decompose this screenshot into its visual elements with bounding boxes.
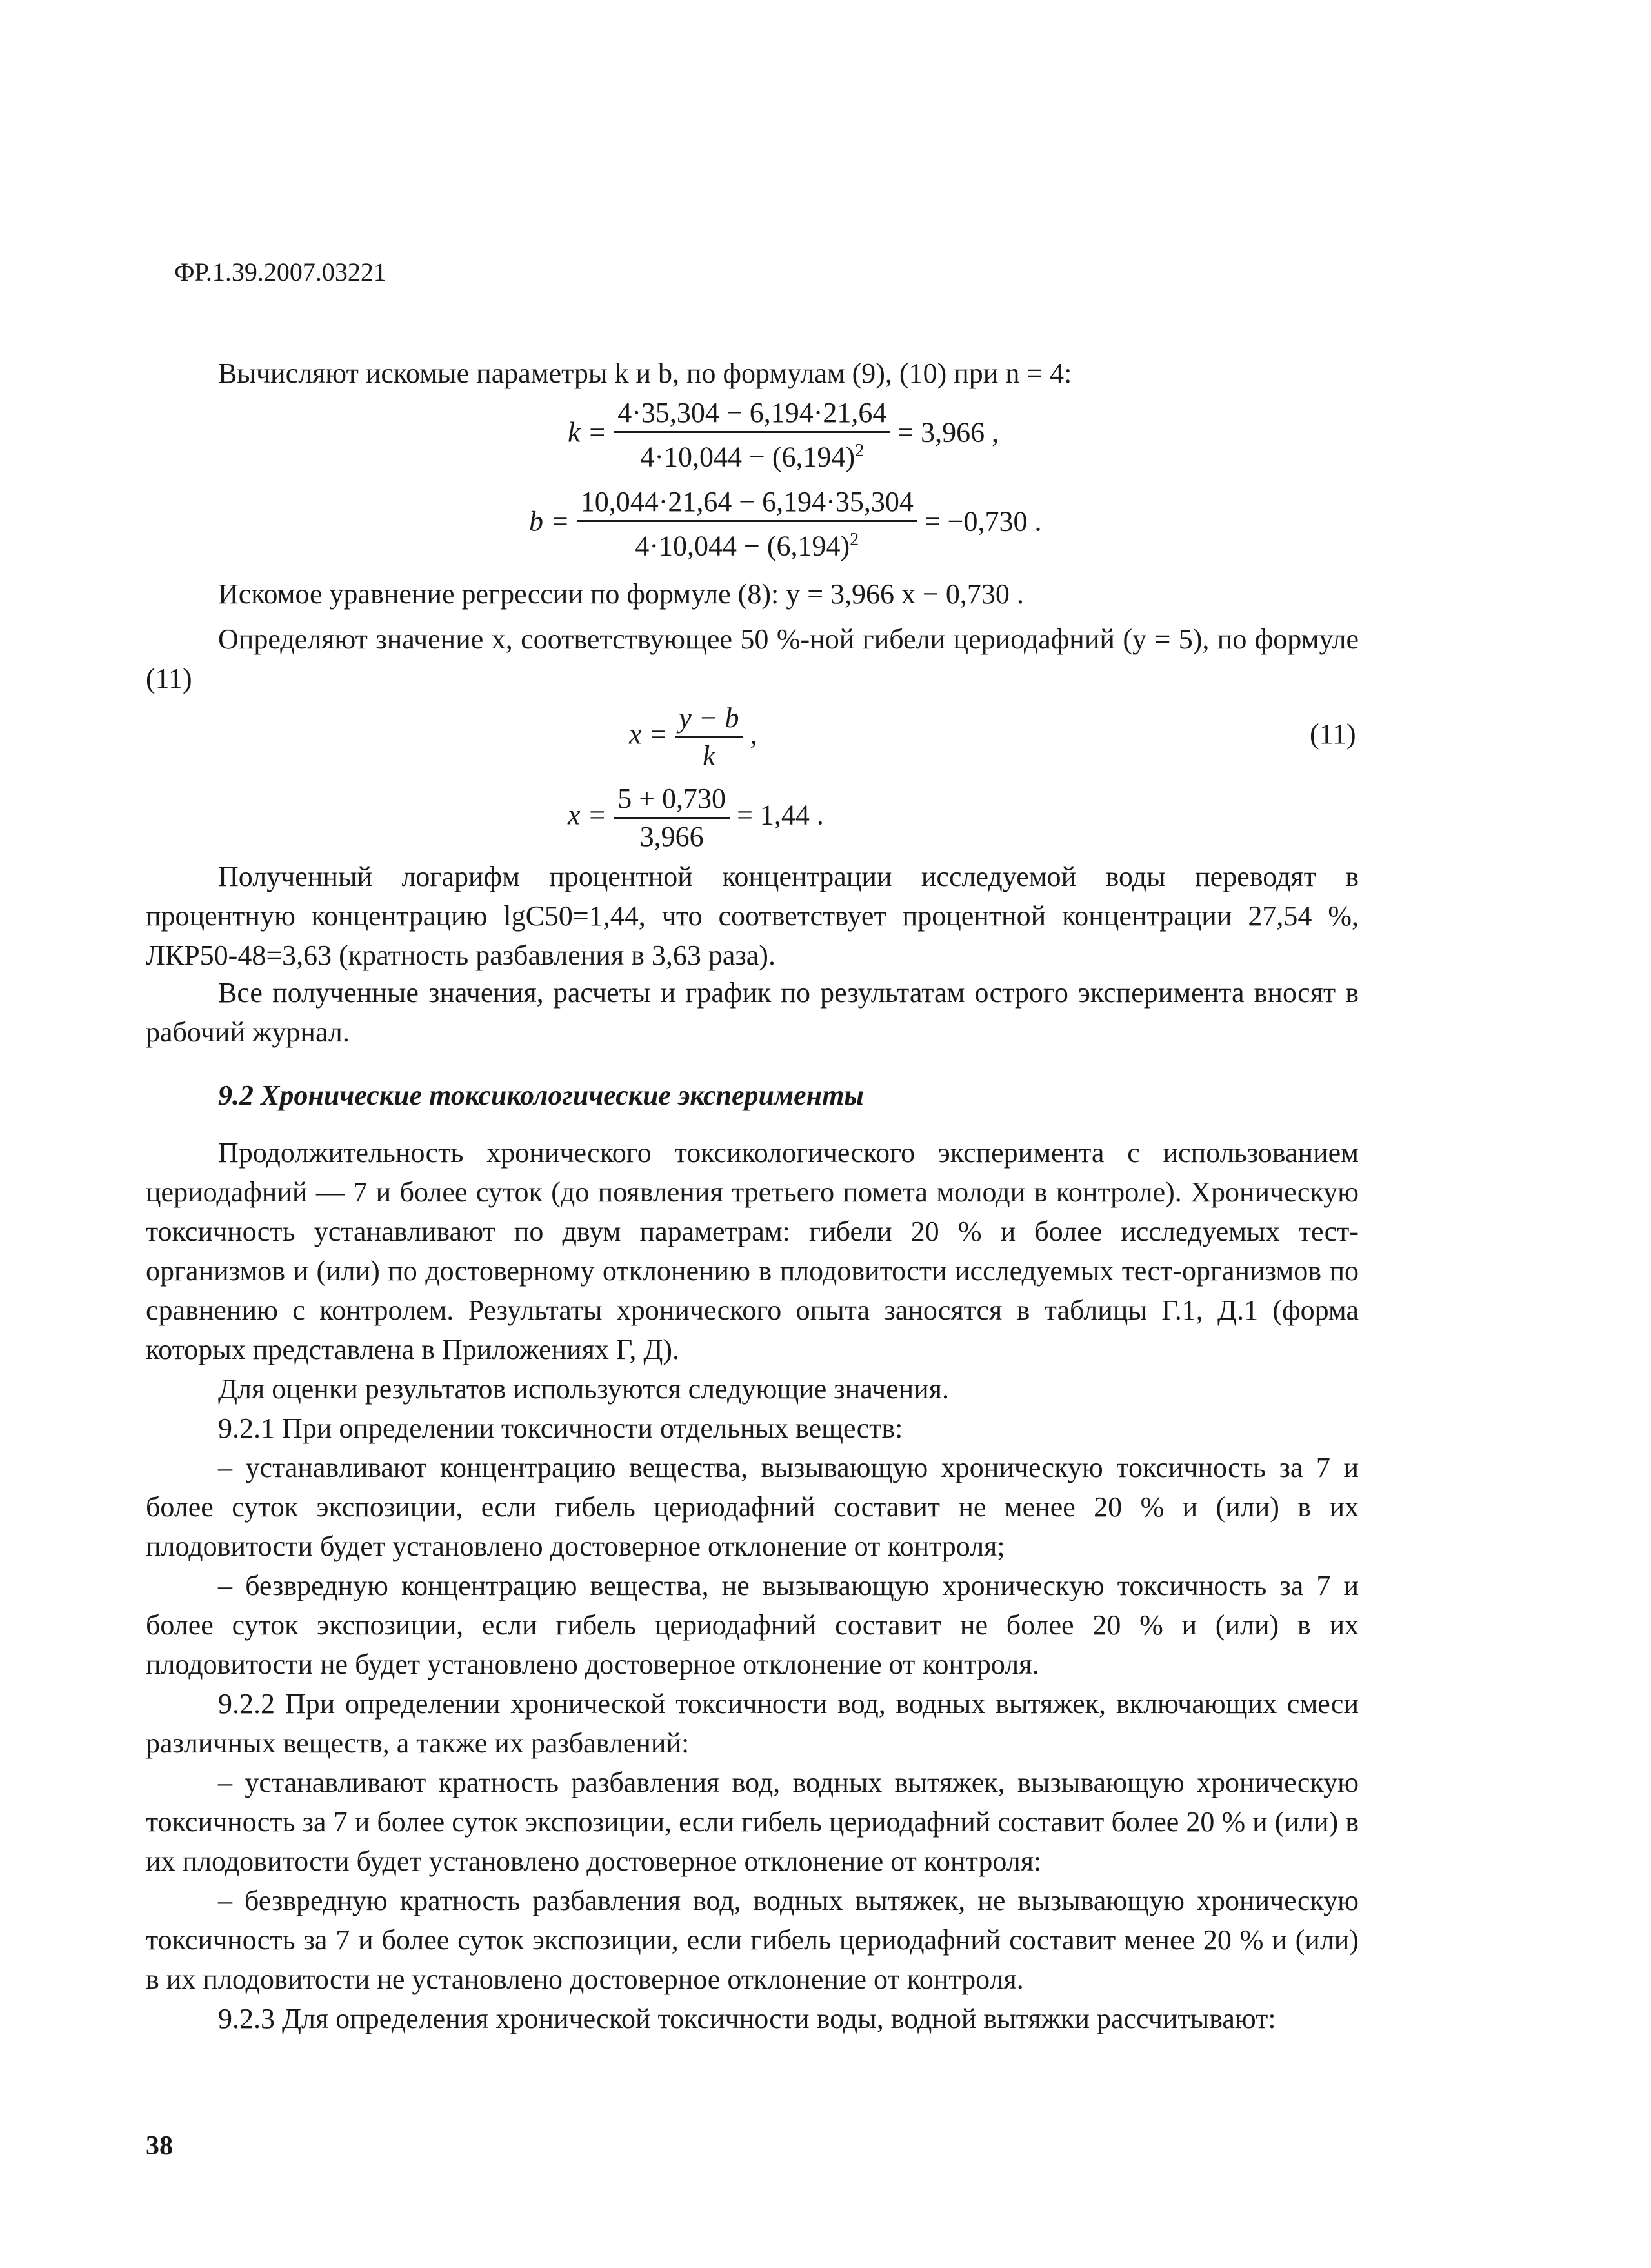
formula-b [529, 484, 1041, 565]
formula-11 [629, 700, 757, 774]
formula-k-numerator: 4·35,304 − 6,194·21,64 [614, 395, 890, 433]
formula-k-denominator: $4\cdot 10,044 - (6,194)^2$ [640, 441, 865, 473]
formula-x [568, 781, 824, 855]
formula-11-fraction [675, 700, 743, 774]
formula-b-numerator: 10,044·21,64 − 6,194·35,304 [577, 484, 917, 522]
chronic-paragraph: 9.2.2 При определении хронической токсичности вод, водных вытяжек, включающих смеси различных веществ, а также их разбавлений: [146, 1688, 1359, 1759]
chronic-section-body [146, 1133, 1359, 2038]
section-heading: 9.2 Хронические токсикологические эксперименты [218, 1079, 864, 1111]
formula-x-lhs: x = [568, 799, 607, 831]
log-block [146, 857, 1359, 975]
regression-block [146, 574, 1359, 614]
chronic-paragraph: 9.2.1 При определении токсичности отдельных веществ: [218, 1412, 903, 1444]
formula-x-result: = 1,44 . [737, 799, 824, 831]
formula-b-result: = −0,730 . [924, 505, 1042, 537]
intro-text: Вычисляют искомые параметры k и b, по формулам (9), (10) при n = 4: [218, 357, 1072, 389]
formula-k-result: = 3,966 , [897, 416, 999, 448]
equation-number: (11) [1310, 718, 1356, 750]
chronic-paragraph: Для оценки результатов используются следующие значения. [218, 1373, 949, 1405]
formula-11-lhs: x = [629, 718, 668, 750]
formula-k-lhs: k = [568, 416, 607, 448]
formula-b-fraction [577, 484, 917, 565]
formula-x-fraction [614, 781, 730, 855]
formula-x-numerator: 5 + 0,730 [614, 781, 730, 819]
page-number: 38 [146, 2131, 173, 2161]
chronic-paragraph: 9.2.3 Для определения хронической токсичности воды, водной вытяжки рассчитывают: [218, 2003, 1276, 2034]
log-text: Полученный логарифм процентной концентрации исследуемой воды переводят в процентную концентрацию lgC50=1,44, что соответствует процентной концентрации 27,54 %, ЛКР50-48=3,63 (кратность разбавления в 3,63 раза). [146, 861, 1359, 971]
formula-b-denominator: $4\cdot 10,044 - (6,194)^2$ [635, 530, 859, 562]
formula-x-denominator: 3,966 [639, 821, 704, 852]
determine-block [146, 619, 1359, 698]
chronic-paragraph: – безвредную кратность разбавления вод, водных вытяжек, не вызывающую хроническую токсичность за 7 и более суток экспозиции, если гибель цериодафний составит менее 20 % и (или) в их плодовитости не установлено достоверное отклонение от контроля. [146, 1885, 1359, 1995]
formula-k-fraction [614, 395, 890, 476]
regression-text: Искомое уравнение регрессии по формуле (8): y = 3,966 x − 0,730 . [218, 578, 1024, 610]
formula-11-denominator: k [703, 740, 715, 772]
chronic-paragraph: Продолжительность хронического токсикологического эксперимента с использованием цериодафний — 7 и более суток (до появления третьего помета молоди в контроле). Хроническую токсичность устанавливают по двум параметрам: гибели 20 % и более исследуемых тест-организмов и (или) по достоверному отклонению в плодовитости исследуемых тест-организмов по сравнению с контролем. Результаты хронического опыта заносятся в таблицы Г.1, Д.1 (форма которых представлена в Приложениях Г, Д). [146, 1137, 1359, 1365]
journal-block [146, 973, 1359, 1052]
formula-11-numerator: y − b [675, 700, 743, 738]
chronic-paragraph: – безвредную концентрацию вещества, не вызывающую хроническую токсичность за 7 и более суток экспозиции, если гибель цериодафний составит не более 20 % и (или) в их плодовитости не будет установлено достоверное отклонение от контроля. [146, 1570, 1359, 1680]
determine-text: Определяют значение x, соответствующее 50 %-ной гибели цериодафний (y = 5), по формуле (11) [146, 623, 1359, 694]
chronic-paragraph: – устанавливают концентрацию вещества, вызывающую хроническую токсичность за 7 и более суток экспозиции, если гибель цериодафний составит не менее 20 % и (или) в их плодовитости будет установлено достоверное отклонение от контроля; [146, 1452, 1359, 1562]
formula-b-lhs: b = [529, 505, 570, 537]
formula-11-tail: , [750, 718, 757, 750]
formula-k [568, 395, 999, 476]
intro-line [146, 354, 1359, 393]
document-code: ФР.1.39.2007.03221 [174, 257, 386, 286]
journal-text: Все полученные значения, расчеты и график по результатам острого эксперимента вносят в рабочий журнал. [146, 977, 1359, 1048]
chronic-paragraph: – устанавливают кратность разбавления вод, водных вытяжек, вызывающую хроническую токсичность за 7 и более суток экспозиции, если гибель цериодафний составит более 20 % и (или) в их плодовитости будет установлено достоверное отклонение от контроля: [146, 1767, 1359, 1877]
